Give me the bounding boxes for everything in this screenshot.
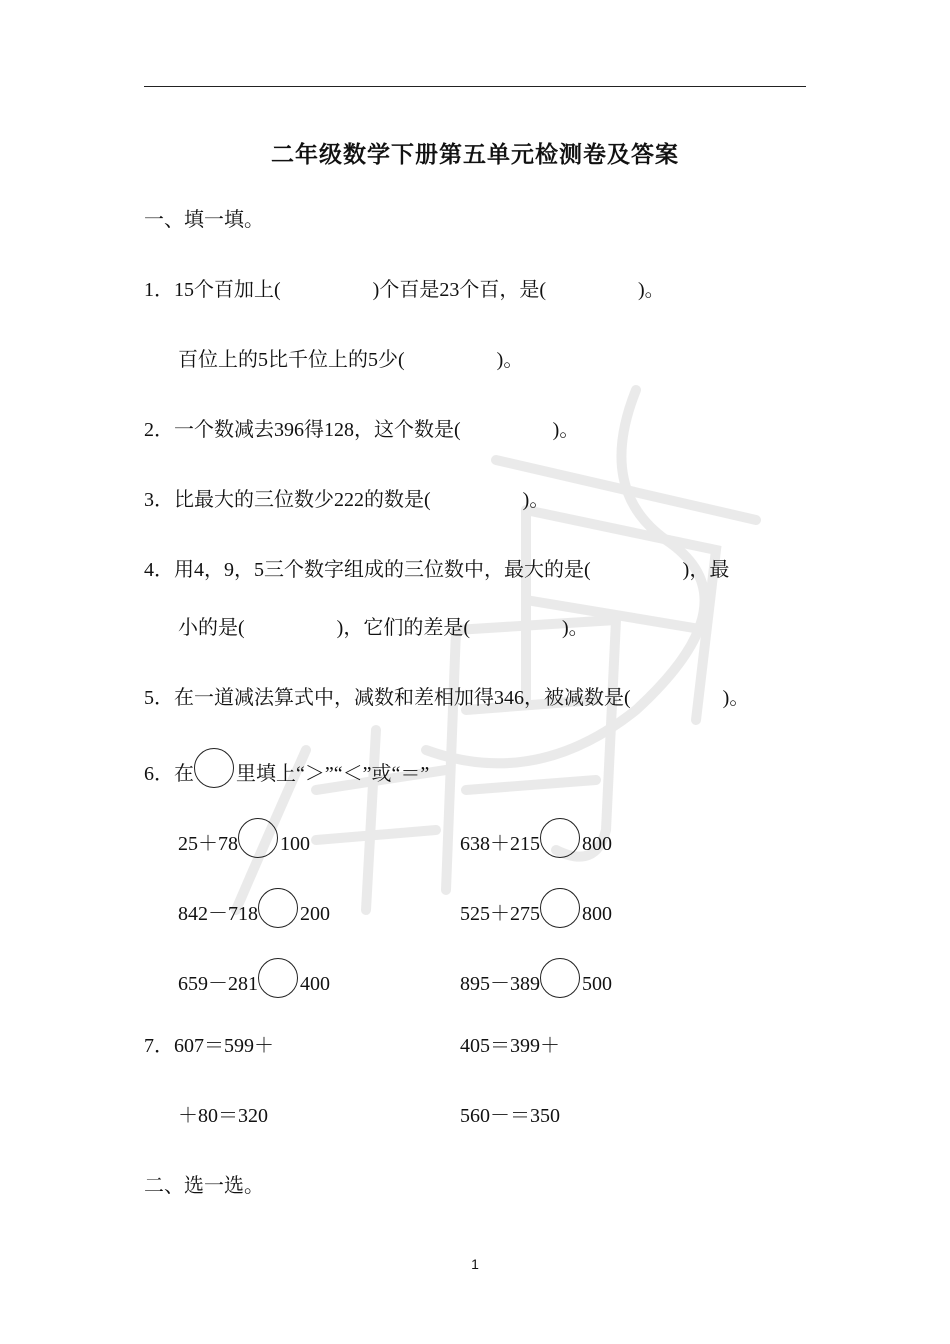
expression-value: 500 <box>582 973 612 995</box>
question-text: )个百是23个百，是( <box>372 279 546 301</box>
compare-row-1-right <box>460 830 612 858</box>
question-text: 百位上的5比千位上的5少( <box>178 349 405 371</box>
compare-row-3-right <box>460 970 612 998</box>
question-text: 用4，9，5三个数字组成的三位数中，最大的是( <box>174 559 591 581</box>
expression: 25＋78 <box>178 833 238 855</box>
question-text: 在一道减法算式中，减数和差相加得346，被减数是( <box>174 687 631 709</box>
question-text: 在 <box>174 763 194 785</box>
compare-circle[interactable] <box>540 970 582 990</box>
question-number: 5． <box>144 687 174 709</box>
question-text: )。 <box>638 279 665 301</box>
equation: 607＝599＋ <box>174 1035 274 1057</box>
compare-row-3-left <box>178 970 330 998</box>
question-number: 3． <box>144 489 174 511</box>
question-number: 7． <box>144 1035 174 1057</box>
expression: 525＋275 <box>460 903 540 925</box>
question-text: )。 <box>522 489 550 511</box>
question-5 <box>144 684 749 712</box>
question-number: 2． <box>144 419 174 441</box>
expression: 638＋215 <box>460 833 540 855</box>
question-text: )。 <box>496 349 524 371</box>
section-heading-fill: 一、填一填。 <box>144 209 264 231</box>
question-number: 1． <box>144 279 174 301</box>
compare-circle[interactable] <box>258 900 300 920</box>
question-6 <box>144 760 429 788</box>
compare-circle[interactable] <box>540 900 582 920</box>
question-text: 小的是( <box>178 617 245 639</box>
compare-circle[interactable] <box>540 830 582 850</box>
expression-value: 200 <box>300 903 330 925</box>
question-7-row-2-left: ＋80＝320 <box>178 1105 268 1127</box>
compare-row-2-left <box>178 900 330 928</box>
question-text: )。 <box>552 419 580 441</box>
question-1-line-2 <box>178 346 523 374</box>
question-7-row-1-right: 405＝399＋ <box>460 1035 560 1057</box>
question-text: 15个百加上( <box>174 279 281 301</box>
expression-value: 100 <box>280 833 310 855</box>
expression: 659－281 <box>178 973 258 995</box>
question-number: 6． <box>144 763 174 785</box>
question-4-line-2 <box>178 614 589 642</box>
question-1 <box>144 276 665 304</box>
page-number: 1 <box>471 1256 479 1272</box>
question-7-row-1-left <box>144 1032 274 1060</box>
section-heading-choose: 二、选一选。 <box>144 1175 264 1197</box>
question-3 <box>144 486 549 514</box>
question-text: )。 <box>562 617 589 639</box>
question-text: 比最大的三位数少222的数是( <box>174 489 431 511</box>
compare-circle[interactable] <box>238 830 280 850</box>
question-text: )，它们的差是( <box>336 617 470 639</box>
expression: 842－718 <box>178 903 258 925</box>
question-2 <box>144 416 579 444</box>
header-rule <box>144 86 806 87</box>
question-number: 4． <box>144 559 174 581</box>
expression-value: 800 <box>582 833 612 855</box>
expression: 895－389 <box>460 973 540 995</box>
question-text: 里填上“＞”“＜”或“＝” <box>236 763 430 785</box>
question-4 <box>144 556 806 584</box>
question-text: 一个数减去396得128，这个数是( <box>174 419 461 441</box>
expression-value: 800 <box>582 903 612 925</box>
question-text: )，最 <box>682 559 730 581</box>
page-title: 二年级数学下册第五单元检测卷及答案 <box>271 142 679 167</box>
expression-value: 400 <box>300 973 330 995</box>
question-7-row-2-right: 560－＝350 <box>460 1105 560 1127</box>
compare-row-1-left <box>178 830 310 858</box>
compare-row-2-right <box>460 900 612 928</box>
compare-circle[interactable] <box>258 970 300 990</box>
compare-circle-example <box>194 760 236 780</box>
question-text: )。 <box>722 687 750 709</box>
